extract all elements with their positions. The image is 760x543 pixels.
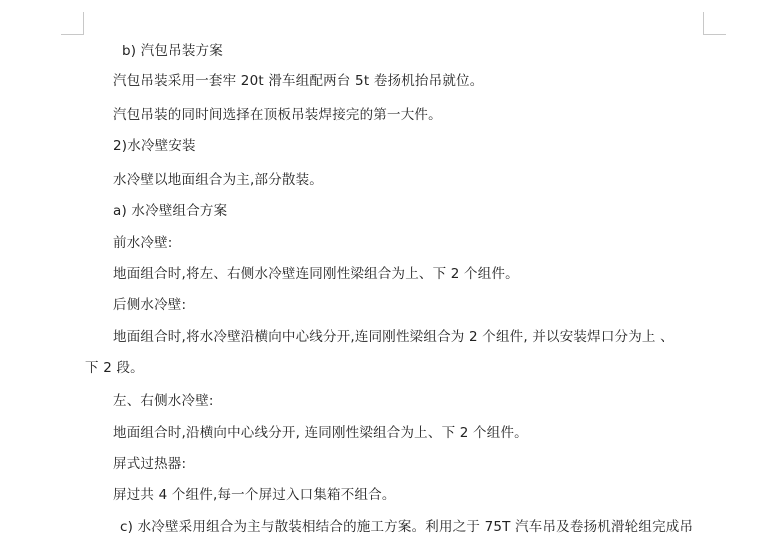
heading-boiler-drum-lifting-plan: b) 汽包吊装方案 — [122, 43, 223, 59]
paragraph-front-water-wall: 地面组合时,将左、右侧水冷壁连同刚性梁组合为上、下 2 个组件。 — [113, 266, 519, 282]
paragraph-rear-water-wall: 地面组合时,将水冷壁沿横向中心线分开,连同刚性梁组合为 2 个组件, 并以安装焊口分为上 、 — [113, 329, 674, 345]
page-corner-mark-right — [703, 12, 726, 35]
heading-water-wall-combination-plan: a) 水冷壁组合方案 — [113, 203, 228, 219]
paragraph-water-wall-assembly: 水冷壁以地面组合为主,部分散装。 — [113, 172, 323, 188]
paragraph-rear-water-wall-continued: 下 2 段。 — [85, 360, 144, 376]
paragraph-drum-lifting-method: 汽包吊装采用一套牢 20t 滑车组配两台 5t 卷扬机抬吊就位。 — [113, 73, 484, 89]
subheading-front-water-wall: 前水冷壁: — [113, 235, 173, 251]
paragraph-drum-lifting-timing: 汽包吊装的同时间选择在顶板吊装焊接完的第一大件。 — [113, 107, 442, 123]
paragraph-water-wall-construction-plan: c) 水冷壁采用组合为主与散装相结合的施工方案。利用之于 75T 汽车吊及卷扬机滑轮组完成吊 — [120, 519, 694, 535]
paragraph-side-water-walls: 地面组合时,沿横向中心线分开, 连同刚性梁组合为上、下 2 个组件。 — [113, 425, 528, 441]
subheading-platen-superheater: 屏式过热器: — [113, 456, 187, 472]
subheading-side-water-walls: 左、右侧水冷壁: — [113, 393, 214, 409]
subheading-rear-water-wall: 后侧水冷壁: — [113, 297, 187, 313]
paragraph-platen-superheater: 屏过共 4 个组件,每一个屏过入口集箱不组合。 — [113, 487, 396, 503]
heading-water-wall-installation: 2)水冷壁安装 — [113, 138, 196, 154]
page-corner-mark-left — [61, 12, 84, 35]
